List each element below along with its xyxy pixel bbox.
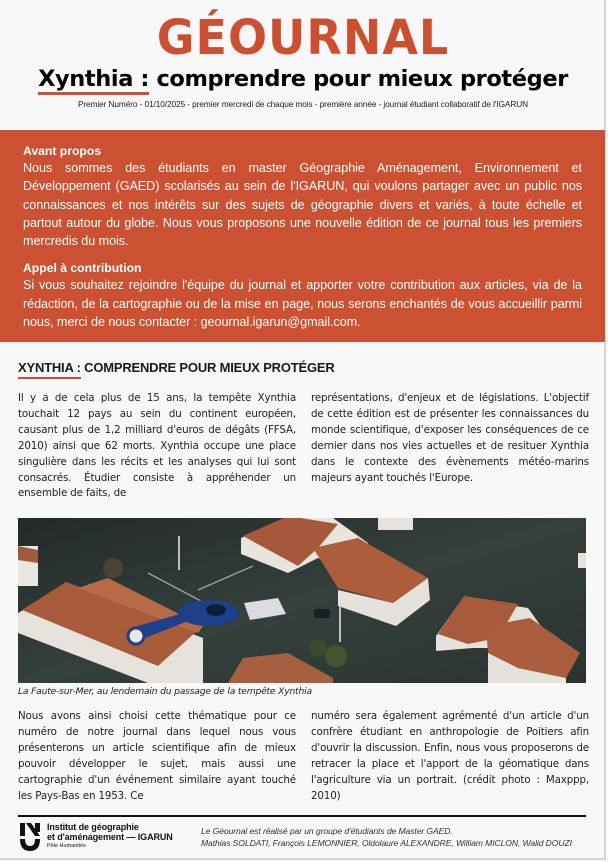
credits bbox=[201, 826, 572, 849]
photo-caption: La Faute-sur-Mer, au lendemain du passage de la tempête Xynthia bbox=[18, 686, 312, 697]
headline bbox=[0, 64, 606, 94]
title-underline bbox=[18, 377, 81, 379]
credits-line2: Mathias SOLDATI, François LEMONNIER, Oldolaure ALEXANDRE, William MICLON, Walid DOUZI bbox=[201, 837, 572, 848]
section-body: Si vous souhaitez rejoindre l'équipe du journal et apporter votre contribution aux articles, via de la rédaction, de la cartographie ou de la mise en page, nous serons enchantés de vous accueillir parmi nous, merci de nous contacter : geournal.igarun@gmail.com. bbox=[23, 278, 582, 330]
article-para1-right: représentations, d'enjeux et de législations. L'objectif de cette édition est de présenter les connaissances du monde scientifique, d'exposer les conséquences de ce dernier dans nos vies actuelles et de resituer Xynthia dans le contexte des évènements météo-marins majeurs ayant touchés l'Europe. bbox=[311, 392, 589, 484]
issue-meta: Premier Numéro - 01/10/2025 - premier mercredi de chaque mois - première année - journal étudiant collaboratif de l'IGARUN bbox=[77, 99, 529, 109]
igarun-logo-icon bbox=[20, 823, 40, 851]
intro-band bbox=[0, 130, 605, 342]
intro-section-avant-propos bbox=[23, 143, 582, 250]
institute-name bbox=[47, 822, 173, 850]
headline-accent: Xynthia : bbox=[38, 66, 149, 95]
article-para2-left: Nous avons ainsi choisi cette thématique pour ce numéro de notre journal dans lequel nous vous présenterons un article scientifique afin de mieux pouvoir développer le sujet, mais aussi une cartographie d'un événement similaire ayant touché les Pays-Bas en 1953. Ce bbox=[18, 710, 296, 802]
institute-line3: Pôle Humanités bbox=[47, 843, 86, 849]
section-body: Nous sommes des étudiants en master Géographie Aménagement, Environnement et Développement (GAED) scolarisés au sein de l'IGARUN, qui voulons partager avec un public nos connaissances et nos intérêts sur des sujets de géographie divers et variés, à toute échelle et partout autour du globe. Nous vous proposons une nouvelle édition de ce journal tous les premiers mercredis du mois. bbox=[23, 161, 582, 249]
masthead-title: GÉOURNAL bbox=[156, 8, 450, 66]
article-para2-right: numéro sera également agrémenté d'un article d'un confrère étudiant en anthropologie de Poitiers afin d'ouvrir la discussion. Enfin, nous vous proposerons de retracer la place et l'apport de la géomatique dans l'agriculture via un portrait. (crédit photo : Maxppp, 2010) bbox=[311, 710, 589, 802]
section-heading: Appel à contribution bbox=[23, 261, 142, 276]
institute-line2: et d'aménagement — IGARUN bbox=[47, 832, 173, 842]
footer-divider bbox=[18, 815, 586, 817]
intro-section-appel bbox=[23, 260, 582, 331]
headline-rest: comprendre pour mieux protéger bbox=[149, 66, 568, 92]
article-para1-left: Il y a de cela plus de 15 ans, la tempête Xynthia touchait 12 pays au sein du continent européen, causant plus de 1,2 milliard d'euros de dégâts (FFSA, 2010) ainsi que 62 morts. Xynthia occupe une place singulière dans les récits et les analyses qui lui sont consacrés. Étudier consiste à appréhender un ensemble de faits, de bbox=[18, 392, 296, 500]
credits-line1: Le Géournal est réalisé par un groupe d'étudiants de Master GAED. bbox=[201, 826, 453, 836]
institute-line1: Institut de géographie bbox=[47, 822, 139, 832]
flood-photo-illustration bbox=[18, 518, 586, 683]
flood-photo bbox=[18, 518, 586, 683]
article-title: XYNTHIA : COMPRENDRE POUR MIEUX PROTÉGER bbox=[18, 360, 335, 375]
section-heading: Avant propos bbox=[23, 144, 102, 158]
